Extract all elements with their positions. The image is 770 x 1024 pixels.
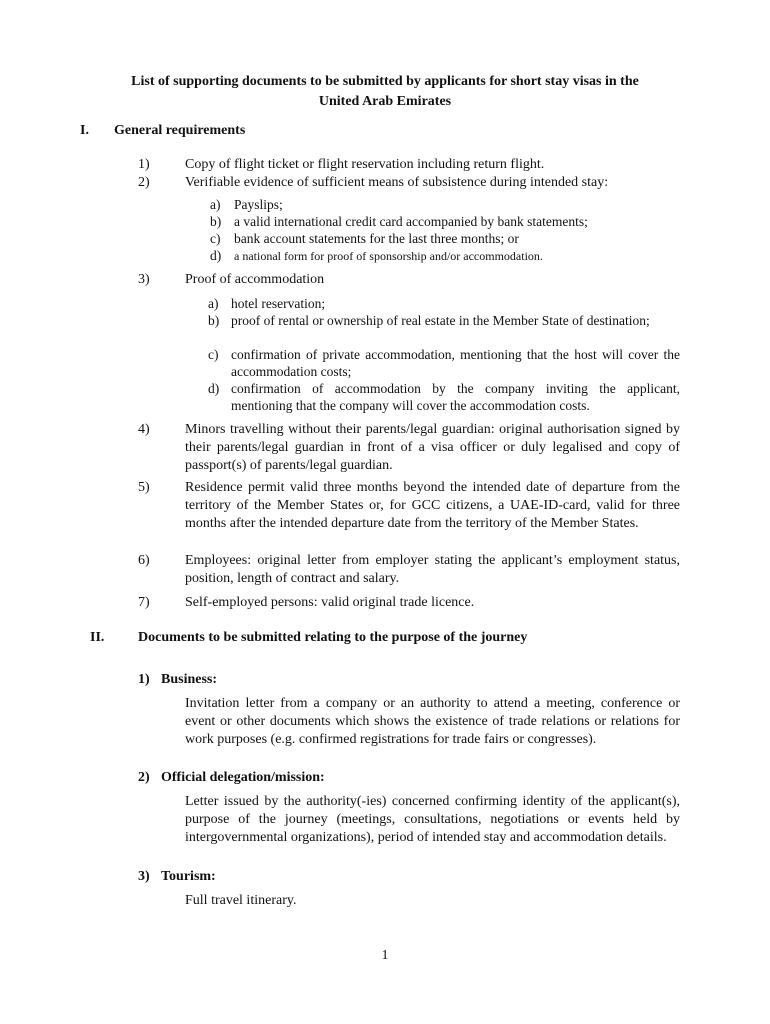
purpose-2-number: 2) — [138, 770, 150, 785]
accom-a-text: hotel reservation; — [231, 296, 326, 311]
section-2-numeral: II. — [90, 630, 105, 645]
section-1-numeral: I. — [80, 123, 89, 138]
purpose-2-heading: Official delegation/mission: — [161, 770, 325, 785]
accom-b-letter: b) — [208, 313, 220, 328]
item-5-number: 5) — [138, 480, 150, 495]
means-d-text: a national form for proof of sponsorship and/or accommodation. — [234, 249, 543, 263]
accom-a-letter: a) — [208, 296, 219, 311]
means-a-text: Payslips; — [234, 197, 283, 212]
document-title — [90, 72, 680, 112]
accom-b-text: proof of rental or ownership of real estate in the Member State of destination; — [231, 313, 650, 328]
item-7-number: 7) — [138, 595, 150, 610]
accom-c-letter: c) — [208, 347, 219, 362]
means-c-text: bank account statements for the last three months; or — [234, 231, 519, 246]
accom-c-text: confirmation of private accommodation, mentioning that the host will cover the accommodation costs; — [231, 347, 680, 379]
item-5-text: Residence permit valid three months beyond the intended date of departure from the territory of the Member States or, for GCC citizens, a UAE-ID-card, valid for three months after the intended departure date from the territory of the Member States. — [185, 480, 680, 531]
item-4-number: 4) — [138, 422, 150, 437]
item-4-text: Minors travelling without their parents/legal guardian: original authorisation signed by their parents/legal guardian in front of a visa officer or duly legalised and copy of passport(s) of parents/legal guardian. — [185, 422, 680, 473]
item-6-number: 6) — [138, 553, 150, 568]
item-2-text: Verifiable evidence of sufficient means of subsistence during intended stay: — [185, 175, 609, 190]
purpose-3-number: 3) — [138, 869, 150, 884]
title-line-1: List of supporting documents to be submitted by applicants for short stay visas in the — [131, 74, 639, 89]
accom-d-text: confirmation of accommodation by the company inviting the applicant, mentioning that the company will cover the accommodation costs. — [231, 381, 680, 413]
item-1-text: Copy of flight ticket or flight reservation including return flight. — [185, 157, 545, 172]
item-1-number: 1) — [138, 157, 150, 172]
item-2-number: 2) — [138, 175, 150, 190]
section-2-heading: Documents to be submitted relating to the purpose of the journey — [138, 630, 528, 645]
purpose-3-heading: Tourism: — [161, 869, 216, 884]
purpose-1-heading: Business: — [161, 672, 218, 687]
item-6-text: Employees: original letter from employer stating the applicant’s employment status, position, length of contract and salary. — [185, 553, 680, 586]
purpose-1-number: 1) — [138, 672, 150, 687]
means-a-letter: a) — [210, 197, 221, 212]
item-7-text: Self-employed persons: valid original trade licence. — [185, 595, 475, 610]
item-3-number: 3) — [138, 272, 150, 287]
purpose-1-text: Invitation letter from a company or an authority to attend a meeting, conference or event or other documents which shows the existence of trade relations or relations for work purposes (e.g. confirmed registrations for trade fairs or congresses). — [185, 696, 680, 747]
item-3-text: Proof of accommodation — [185, 272, 325, 287]
means-b-text: a valid international credit card accompanied by bank statements; — [234, 214, 588, 229]
section-1-heading: General requirements — [114, 123, 246, 138]
means-c-letter: c) — [210, 231, 221, 246]
purpose-3-text: Full travel itinerary. — [185, 893, 297, 908]
title-line-2: United Arab Emirates — [318, 94, 452, 109]
purpose-2-text: Letter issued by the authority(-ies) concerned confirming identity of the applicant(s), purpose of the journey (meetings, consultations, negotiations or events held by intergovernmental organizations), period of intended stay and accommodation details. — [185, 794, 680, 845]
page-number: 1 — [381, 948, 389, 963]
accom-d-letter: d) — [208, 381, 220, 396]
means-d-letter: d) — [210, 248, 222, 263]
means-b-letter: b) — [210, 214, 222, 229]
